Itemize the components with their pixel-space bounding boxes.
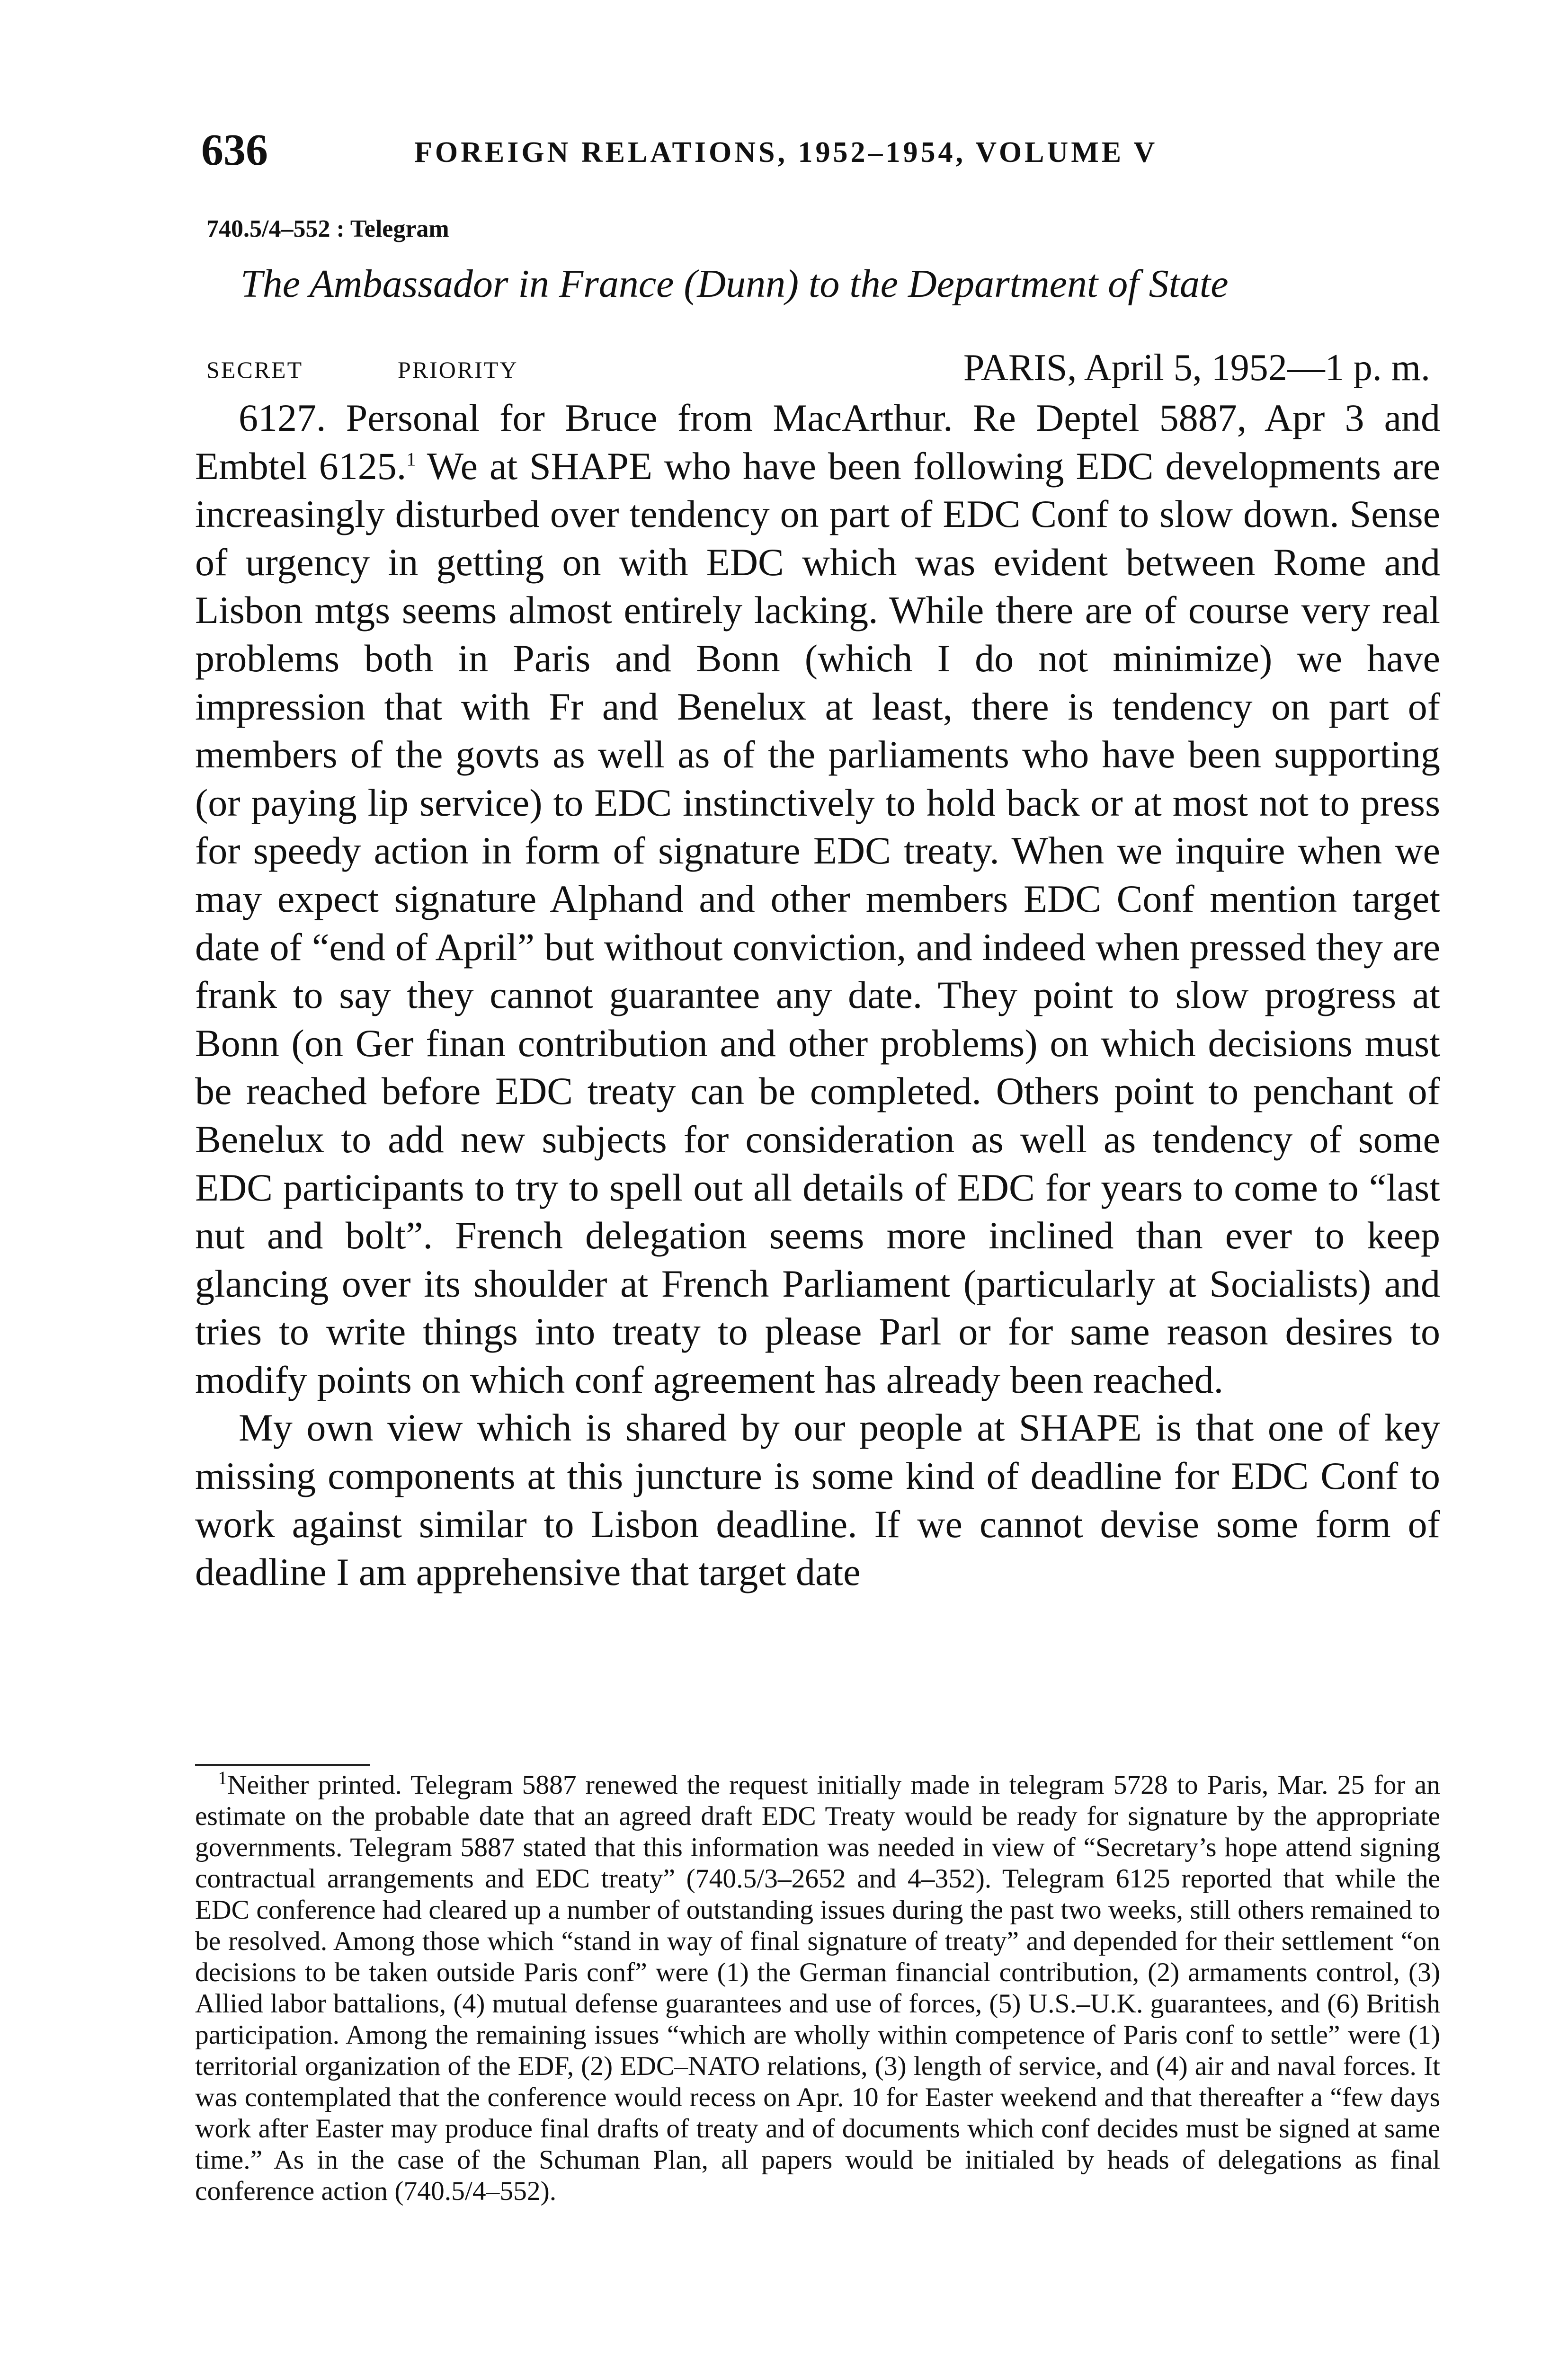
footnote [195, 1767, 1440, 2207]
paragraph-1-text: We at SHAPE who have been following EDC developments are increasingly disturbed over tendency on part of EDC Conf to slow down. Sense of urgency in getting on with EDC which was evident between Rome and Lisbon mtgs seems almost entirely lacking. While there are of course very real problems both in Paris and Bonn (which I do not minimize) we have impression that with Fr and Benelux at least, there is tendency on part of members of the govts as well as of the parliaments who have been supporting (or paying lip service) to EDC instinctively to hold back or at most not to press for speedy action in form of signature EDC treaty. When we inquire when we may expect signature Alphand and other members EDC Conf mention target date of “end of April” but without conviction, and indeed when pressed they are frank to say they cannot guarantee any date. They point to slow progress at Bonn (on Ger finan contribution and other problems) on which decisions must be reached before EDC treaty can be completed. Others point to penchant of Benelux to add new subjects for consideration as well as tendency of some EDC participants to try to spell out all details of EDC for years to come to “last nut and bolt”. French delegation seems more inclined than ever to keep glancing over its shoulder at French Parliament (particularly at Socialists) and tries to write things into treaty to please Parl or for same reason desires to modify points on which conf agreement has already been reached. [195, 444, 1440, 1401]
telegram-metadata [206, 342, 1430, 394]
footnote-text: Neither printed. Telegram 5887 renewed the request initially made in telegram 5728 to Paris, Mar. 25 for an estimate on the probable date that an agreed draft EDC Treaty would be ready for signature by the appropriate governments. Telegram 5887 stated that this information was needed in view of “Secretary’s hope attend signing contractual arrangements and EDC treaty” (740.5/3–2652 and 4–352). Telegram 6125 reported that while the EDC conference had cleared up a number of outstanding issues during the past two weeks, still others remained to be resolved. Among those which “stand in way of final signature of treaty” and depended for their settlement “on decisions to be taken outside Paris conf” were (1) the German financial contribution, (2) armaments control, (3) Allied labor battalions, (4) mutual defense guarantees and use of forces, (5) U.S.–U.K. guarantees, and (6) British participation. Among the remaining issues “which are wholly within competence of Paris conf to settle” were (1) territorial organization of the EDF, (2) EDC–NATO relations, (3) length of service, and (4) air and naval forces. It was contemplated that the conference would recess on Apr. 10 for Easter weekend and that thereafter a “few days work after Easter may produce final drafts of treaty and of documents which conf decides must be signed at same time.” As in the case of the Schuman Plan, all papers would be initialed by heads of delegations as final conference action (740.5/4–552). [195, 1770, 1440, 2206]
page-number: 636 [201, 125, 268, 175]
page-header [201, 124, 1432, 176]
document-title: The Ambassador in France (Dunn) to the Department of State [241, 262, 1229, 306]
footnote-reference: 1 [406, 448, 416, 470]
body-paragraph-2: My own view which is shared by our people at SHAPE is that one of key missing components at this juncture is some kind of deadline for EDC Conf to work against similar to Lisbon deadline. If we cannot devise some form of deadline I am apprehensive that target date [195, 1406, 1440, 1594]
body-paragraph-1 [195, 394, 1440, 1404]
paragraph-1-opening: 6127. Personal for Bruce from MacArthur. Re Deptel 5887, Apr 3 and Embtel 6125. [195, 396, 1440, 488]
precedence-label: PRIORITY [398, 356, 518, 383]
classification-label: SECRET [206, 356, 303, 383]
running-title: FOREIGN RELATIONS, 1952–1954, VOLUME V [414, 136, 1158, 169]
dateline: PARIS, April 5, 1952—1 p. m. [963, 347, 1430, 389]
file-reference: 740.5/4–552 : Telegram [206, 215, 449, 242]
footnote-marker: 1 [218, 1767, 227, 1789]
footnote-divider [195, 1764, 370, 1766]
telegram-body [195, 394, 1440, 1596]
